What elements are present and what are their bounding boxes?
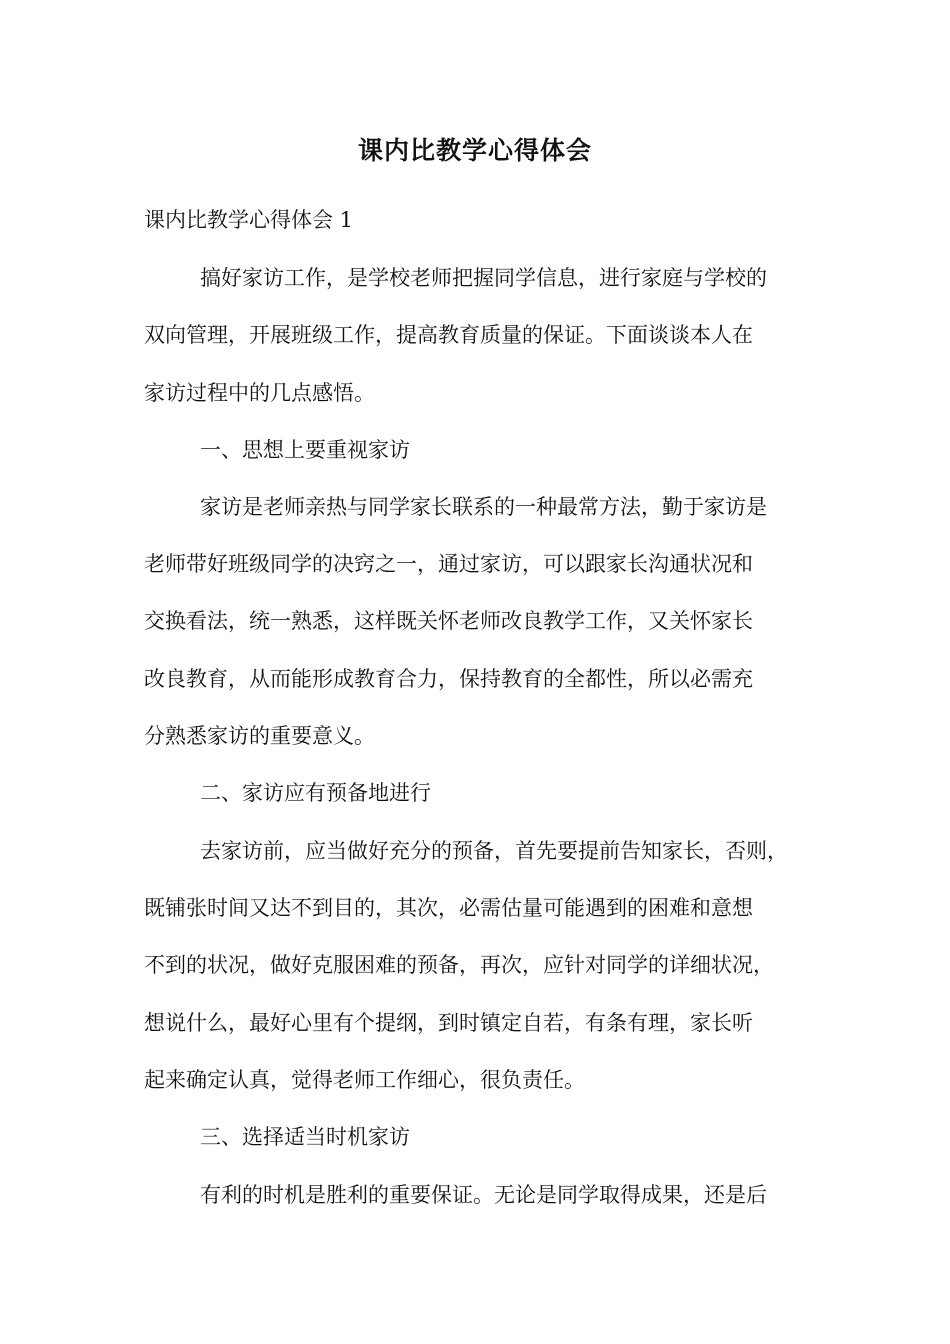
paragraph-line: 有利的时机是胜利的重要保证。无论是同学取得成果，还是后	[200, 1183, 767, 1207]
section-heading: 一、思想上要重视家访	[200, 438, 410, 462]
paragraph-line: 改良教育，从而能形成教育合力，保持教育的全都性，所以必需充	[144, 667, 753, 691]
paragraph-line: 交换看法，统一熟悉，这样既关怀老师改良教学工作，又关怀家长	[144, 609, 753, 633]
paragraph-line: 不到的状况，做好克服困难的预备，再次，应针对同学的详细状况，	[144, 953, 774, 977]
section-heading: 二、家访应有预备地进行	[200, 781, 431, 805]
paragraph-line: 分熟悉家访的重要意义。	[144, 724, 375, 748]
paragraph-line: 搞好家访工作，是学校老师把握同学信息，进行家庭与学校的	[200, 266, 767, 290]
paragraph-line: 去家访前，应当做好充分的预备，首先要提前告知家长，否则，	[200, 839, 788, 863]
section-subtitle: 课内比教学心得体会 1	[144, 208, 354, 232]
paragraph-line: 既铺张时间又达不到目的，其次，必需估量可能遇到的困难和意想	[144, 896, 753, 920]
paragraph-line: 家访是老师亲热与同学家长联系的一种最常方法，勤于家访是	[200, 495, 767, 519]
paragraph-line: 双向管理，开展班级工作，提高教育质量的保证。下面谈谈本人在	[144, 323, 753, 347]
paragraph-line: 家访过程中的几点感悟。	[144, 381, 375, 405]
paragraph-line: 起来确定认真，觉得老师工作细心，很负责任。	[144, 1068, 585, 1092]
paragraph-line: 老师带好班级同学的决窍之一，通过家访，可以跟家长沟通状况和	[144, 552, 753, 576]
paragraph-line: 想说什么，最好心里有个提纲，到时镇定自若，有条有理，家长听	[144, 1011, 753, 1035]
section-heading: 三、选择适当时机家访	[200, 1125, 410, 1149]
document-title: 课内比教学心得体会	[357, 136, 592, 165]
